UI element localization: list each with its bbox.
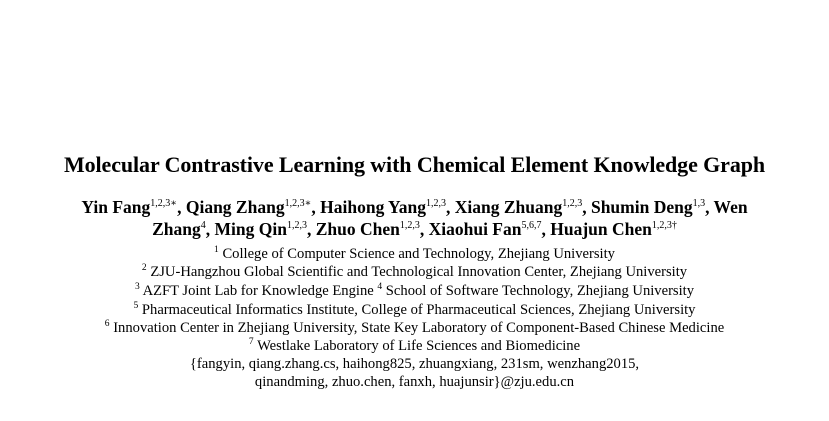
email-line-2: qinandming, zhuo.chen, fanxh, huajunsir}@zju.edu.cn — [254, 374, 575, 390]
author: Zhuo Chen$^{1,2,3}$, — [315, 219, 429, 239]
affiliation: $^3$ AZFT Joint Lab for Knowledge Engine $^4$ School of Software Technology, Zhejiang University — [134, 282, 695, 299]
paper-title: Molecular Contrastive Learning with Chemical Element Knowledge Graph — [63, 152, 765, 177]
affiliation: $^7$ Westlake Laboratory of Life Sciences and Biomedicine — [248, 337, 581, 354]
affiliation: $^1$ College of Computer Science and Technology, Zhejiang University — [214, 245, 615, 262]
author-line-2 — [0, 218, 829, 240]
author: Ming Qin$^{1,2,3}$, — [214, 219, 316, 239]
author: Wen — [713, 197, 748, 217]
author: Haihong Yang$^{1,2,3}$, — [320, 197, 455, 217]
author: Qiang Zhang$^{1,2,3∗}$, — [185, 197, 321, 217]
author-line-1 — [0, 196, 829, 218]
author: Xiang Zhuang$^{1,2,3}$, — [454, 197, 591, 217]
affiliation: $^2$ ZJU-Hangzhou Global Scientific and Technological Innovation Center, Zhejiang University — [141, 263, 688, 280]
affiliation: $^6$ Innovation Center in Zhejiang University, State Key Laboratory of Component-Based Chinese Medicine — [104, 319, 725, 336]
author: Shumin Deng$^{1,3}$, — [590, 197, 714, 217]
email-line-1: {fangyin, qiang.zhang.cs, haihong825, zhuangxiang, 231sm, wenzhang2015, — [189, 356, 640, 372]
author: Huajun Chen$^{1,2,3\dagger}$ — [550, 219, 677, 239]
author: Zhang$^4$, — [152, 219, 215, 239]
author: Xiaohui Fan$^{5,6,7}$, — [428, 219, 551, 239]
author: Yin Fang$^{1,2,3∗}$, — [81, 197, 186, 217]
affiliation: $^5$ Pharmaceutical Informatics Institute, College of Pharmaceutical Sciences, Zhejiang University — [133, 301, 696, 318]
